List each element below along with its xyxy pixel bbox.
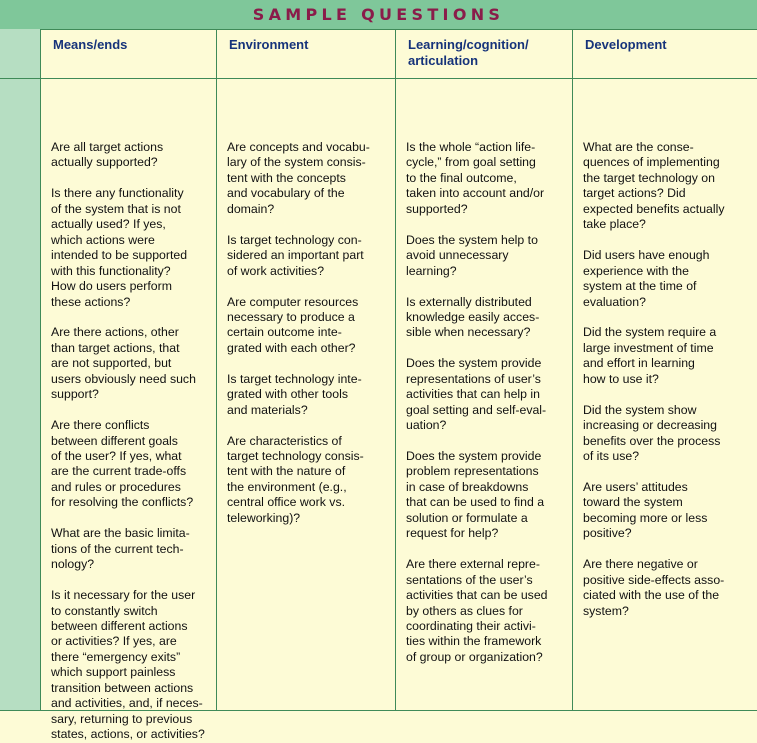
table-title: SAMPLE QUESTIONS <box>252 5 505 24</box>
question: What are the conse- quences of implementing the target technology on target actions? Did expected benefits actually take place? <box>583 140 725 232</box>
question: Is target technology inte- grated with other tools and materials? <box>227 371 362 417</box>
question: Did users have enough experience with the system at the time of evaluation? <box>583 248 710 309</box>
question: Are there actions, other than target actions, that are not supported, but users obviously need such support? <box>51 325 196 402</box>
column-means-ends <box>40 79 216 742</box>
question: Does the system provide problem representations in case of breakdowns that can be used to find a solution or formulate a request for help? <box>406 449 545 541</box>
question: Did the system require a large investment of time and effort in learning how to use it? <box>583 325 717 386</box>
question: Are there conflicts between different goals of the user? If yes, what are the current trade-offs and rules or procedures for resolving the conflicts? <box>51 418 194 510</box>
question: Are there negative or positive side-effects asso- ciated with the use of the system? <box>583 557 725 618</box>
question: Are computer resources necessary to produce a certain outcome inte- grated with each other? <box>227 294 359 355</box>
question: Is the whole “action life- cycle,” from goal setting to the final outcome, taken into account and/or supported? <box>406 140 545 216</box>
question: What are the basic limita- tions of the current tech- nology? <box>51 526 190 572</box>
questions-grid <box>0 29 757 742</box>
column-header-development: Development <box>572 29 757 79</box>
question: Are all target actions actually supported? <box>51 140 164 170</box>
question: Are there external repre- sentations of the user’s activities that can be used by others as clues for coordinating their activi- ties within the framework of group or organization? <box>406 557 548 664</box>
question: Are concepts and vocabu- lary of the system consis- tent with the concepts and vocabulary of the domain? <box>227 140 370 216</box>
row-stub-body <box>0 79 40 711</box>
question: Does the system help to avoid unnecessary learning? <box>406 232 538 278</box>
column-environment <box>216 79 395 711</box>
column-development <box>572 79 757 711</box>
question: Is target technology con- sidered an important part of work activities? <box>227 232 364 278</box>
question: Does the system provide representations of user’s activities that can help in goal setting and self-eval- uation? <box>406 356 547 433</box>
question: Are users’ attitudes toward the system becoming more or less positive? <box>583 479 708 541</box>
column-header-means-ends: Means/ends <box>40 29 216 79</box>
column-header-learning: Learning/cognition/ articulation <box>395 29 572 79</box>
row-stub-header <box>0 29 40 79</box>
question: Is it necessary for the user to constantly switch between different actions or activities? If yes, are there “emergency exits” which support painless transition between actions and activities, and, if neces- sary, returning to previous states, actions, or activities? <box>51 588 205 742</box>
column-learning <box>395 79 572 711</box>
question: Did the system show increasing or decreasing benefits over the process of its use? <box>583 402 721 464</box>
column-header-environment: Environment <box>216 29 395 79</box>
title-bar <box>0 0 757 30</box>
question: Are characteristics of target technology consis- tent with the nature of the environment (e.g., central office work vs. teleworking)? <box>227 433 364 525</box>
question: Is there any functionality of the system that is not actually used? If yes, which actions were intended to be supported with this functionality? How do users perform these actions? <box>51 186 188 309</box>
question: Is externally distributed knowledge easily acces- sible when necessary? <box>406 294 540 340</box>
